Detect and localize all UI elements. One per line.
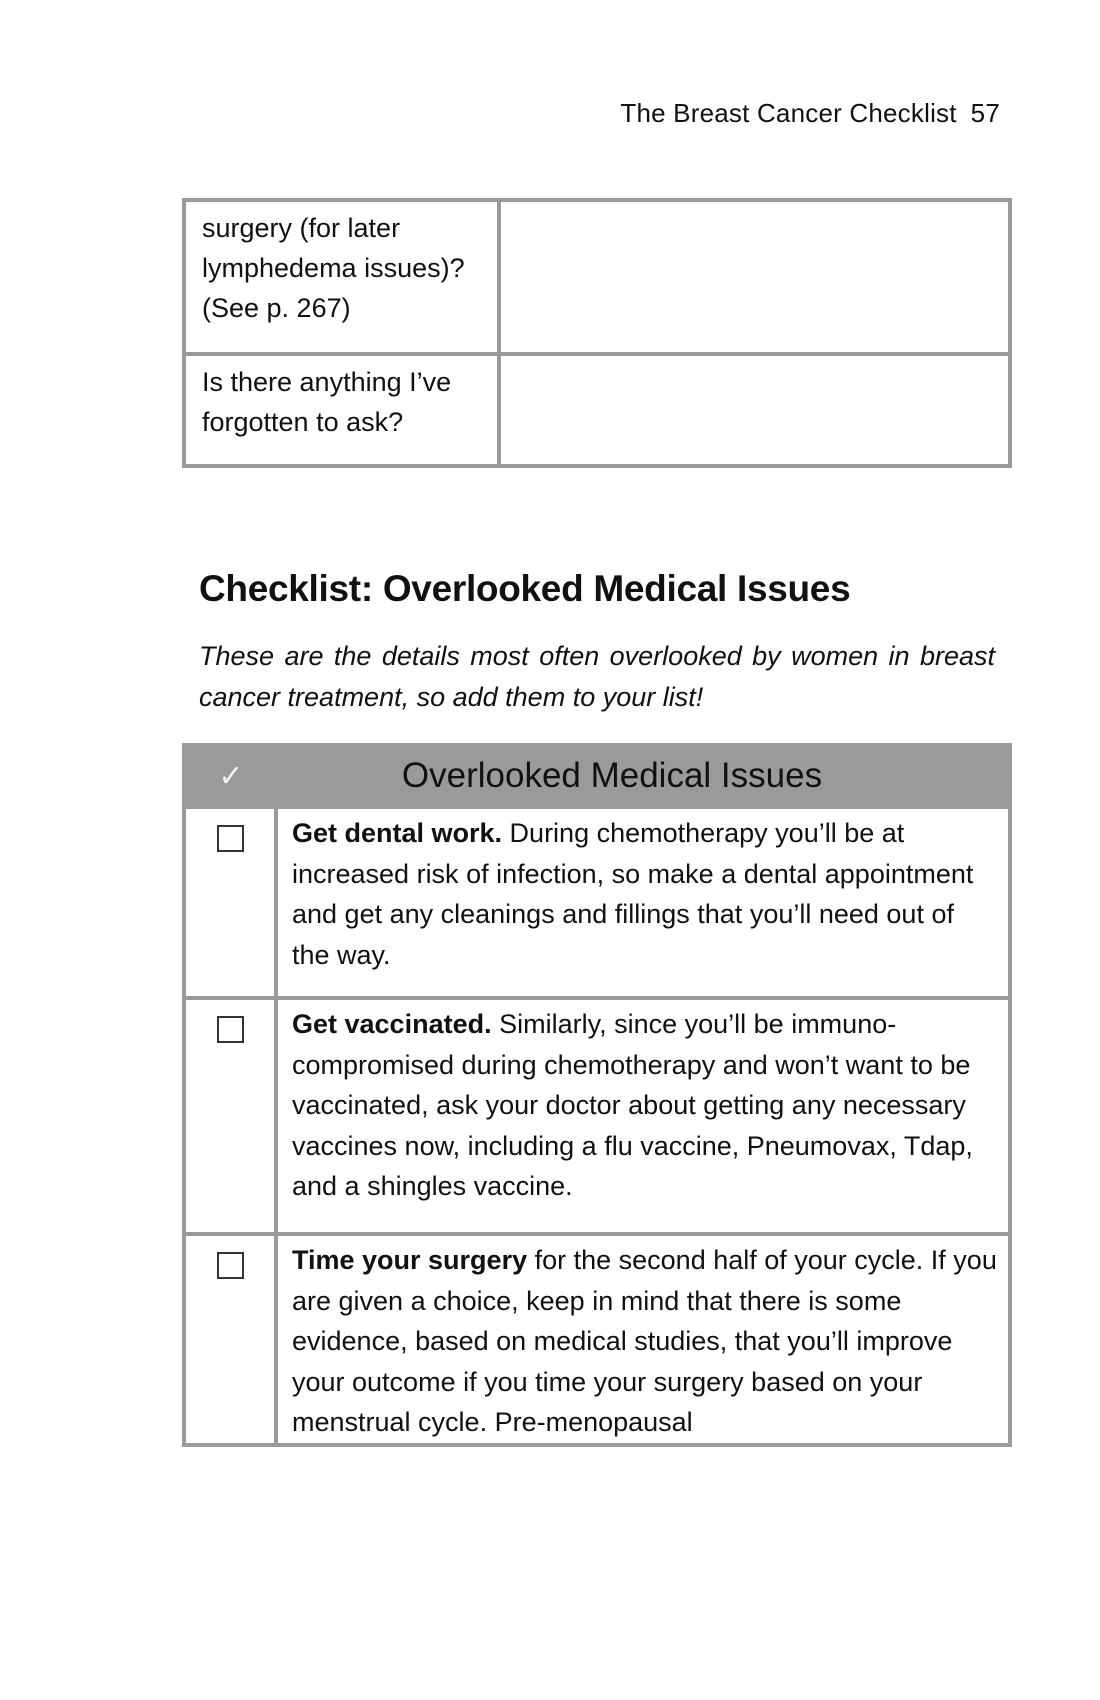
checkmark-icon: ✓ — [184, 745, 276, 807]
item-body: Similarly, since you’ll be immuno-compromised during chemotherapy and won’t want to be vaccinated, ask your doctor about getting any necessary vaccines now, including a flu vaccine, Pneumovax, Tdap, and a shingles vaccine. — [292, 1009, 973, 1201]
item-lead: Time your surgery — [292, 1245, 528, 1275]
item-text — [276, 998, 1010, 1234]
checkbox-cell — [184, 807, 276, 998]
answer-cell[interactable] — [499, 200, 1010, 354]
answer-cell[interactable] — [499, 354, 1010, 466]
item-text — [276, 1234, 1010, 1445]
question-cell: Is there anything I’ve forgotten to ask? — [184, 354, 499, 466]
page-number: 57 — [970, 98, 1000, 128]
checklist-table — [182, 743, 1012, 1447]
table-row — [184, 200, 1010, 354]
item-lead: Get dental work. — [292, 818, 503, 848]
checkbox[interactable] — [217, 1016, 244, 1043]
section-title: Checklist: Overlooked Medical Issues — [199, 568, 851, 609]
question-cell: surgery (for later lymphedema issues)? (See p. 267) — [184, 200, 499, 354]
checklist-item — [184, 807, 1010, 998]
checklist-item — [184, 1234, 1010, 1445]
table-row — [184, 354, 1010, 466]
checkbox[interactable] — [217, 825, 244, 852]
checklist-item — [184, 998, 1010, 1234]
item-body: for the second half of your cycle. If you are given a choice, keep in mind that there is some evidence, based on medical studies, that you’ll improve your outcome if you time your surgery based on your menstrual cycle. Pre-menopausal — [292, 1245, 997, 1437]
item-body: During chemotherapy you’ll be at increased risk of infection, so make a dental appointment and get any cleanings and fillings that you’ll need out of the way. — [292, 818, 974, 970]
checklist-header-row — [184, 745, 1010, 807]
running-header — [0, 98, 1000, 129]
checkbox-cell — [184, 998, 276, 1234]
question-table — [182, 198, 1012, 468]
checkbox-cell — [184, 1234, 276, 1445]
book-title: The Breast Cancer Checklist — [620, 98, 957, 128]
section-intro: These are the details most often overlooked by women in breast cancer treatment, so add them to your list! — [199, 641, 995, 712]
item-text — [276, 807, 1010, 998]
checklist-header-title: Overlooked Medical Issues — [276, 745, 1010, 807]
item-lead: Get vaccinated. — [292, 1009, 492, 1039]
checkbox[interactable] — [217, 1252, 244, 1279]
